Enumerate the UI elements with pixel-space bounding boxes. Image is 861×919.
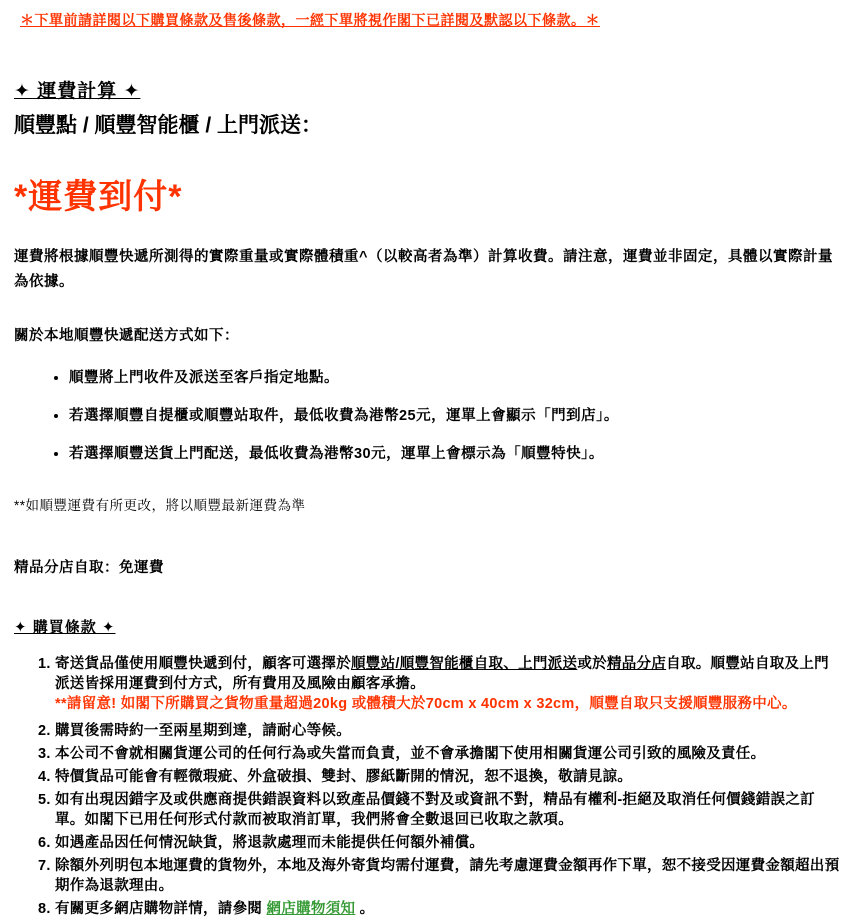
delivery-methods-intro: 關於本地順豐快遞配送方式如下： (14, 328, 239, 344)
term-item-2: 2. 購買後需時約一至兩星期到達，請耐心等候。 (55, 721, 843, 741)
delivery-option-item: • 順豐將上門收件及派送至客戶指定地點。 (69, 368, 843, 389)
term-item-8 (55, 899, 843, 919)
term-1-text: 寄送貨品僅使用順豐快遞到付，顧客可選擇於 (55, 656, 351, 672)
pre-order-notice: ＊下單前請詳閱以下購買條款及售後條款，一經下單將視作閣下已詳閱及默認以下條款。＊ (20, 12, 600, 28)
term-1-store-pickup: 精品分店 (606, 656, 667, 672)
term-1-pickup-methods: 順豐站/順豐智能櫃自取、上門派送 (351, 656, 578, 672)
term-item-5: 5. 如有出現因錯字及或供應商提供錯誤資料以致產品價錢不對及或資訊不對，精品有權利-拒絕及取消任何價錢錯誤之訂單。如閣下已用任何形式付款而被取消訂單，我們將會全數退回已收取之款項。 (55, 790, 843, 830)
term-item-3: 3. 本公司不會就相關貨運公司的任何行為或失當而負責，並不會承擔閣下使用相關貨運公司引致的風險及責任。 (55, 744, 843, 764)
shipping-calc-heading: ✦ 運費計算 ✦ (14, 81, 141, 102)
delivery-option-item: • 若選擇順豐自提櫃或順豐站取件，最低收費為港幣25元，運單上會顯示「門到店」。 (69, 406, 843, 427)
delivery-methods-subheading: 順豐點 / 順豐智能櫃 / 上門派送： (14, 114, 323, 137)
delivery-option-item: • 若選擇順豐送貨上門配送，最低收費為港幣30元，運單上會標示為「順豐特快」。 (69, 444, 843, 465)
freight-change-note: **如順豐運費有所更改，將以順豐最新運費為準 (14, 498, 306, 513)
freight-intro-paragraph: 運費將根據順豐快遞所測得的實際重量或實際體積重^（以較高者為準）計算收費。請注意，運費並非固定，具體以實際計量為依據。 (14, 249, 833, 290)
term-item-7: 7. 除額外列明包本地運費的貨物外，本地及海外寄貨均需付運費，請先考慮運費金額再作下單，恕不接受因運費金額超出預期作為退款理由。 (55, 856, 843, 896)
term-1-text: 自取。順豐站自取及上門派送皆採用運費到付方式，所有費用及風險由顧客承擔。 (55, 656, 829, 692)
term-item-4: 4. 特價貨品可能會有輕微瑕疵、外盒破損、雙封、膠紙斷開的情況，恕不退換，敬請見諒。 (55, 767, 843, 787)
term-item-1 (55, 654, 843, 714)
purchase-terms-heading: ✦ 購買條款 ✦ (14, 619, 116, 636)
shop-guide-link[interactable]: 網店購物須知 (266, 901, 356, 917)
purchase-terms-list (14, 654, 843, 919)
weight-limit-warning: **請留意! 如閣下所購買之貨物重量超過20kg 或體積大於70cm x 40cm x 32cm，順豐自取只支援順豐服務中心。 (55, 696, 797, 712)
term-item-6: 6. 如遇產品因任何情況缺貨，將退款處理而未能提供任何額外補償。 (55, 833, 843, 853)
delivery-options-list (14, 368, 843, 465)
freight-collect-highlight: *運費到付* (14, 178, 183, 216)
term-8-text: 。 (355, 901, 375, 917)
store-pickup-note: 精品分店自取：免運費 (14, 560, 164, 576)
term-8-text: 有關更多網店購物詳情，請參閱 (55, 901, 267, 917)
term-1-text: 或於 (577, 656, 607, 672)
